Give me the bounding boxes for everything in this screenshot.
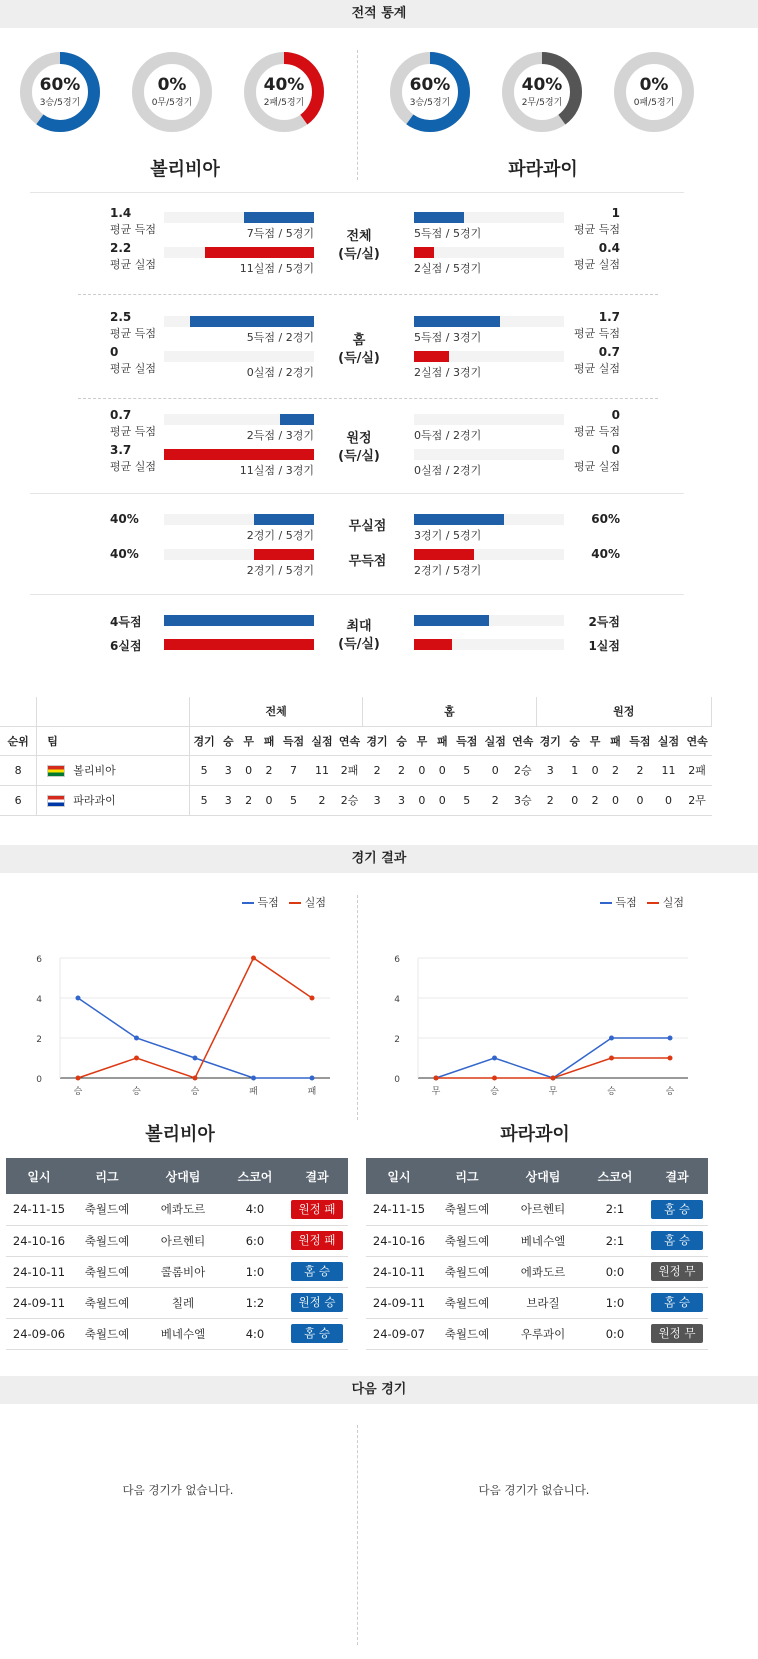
legend-home: 득점 실점 <box>242 894 326 910</box>
ranking-col-header: 승 <box>218 726 238 755</box>
ranking-col-header: 경기 <box>363 726 392 755</box>
results-cell: 에콰도르 <box>502 1256 584 1287</box>
y-tick-label: 0 <box>394 1075 400 1085</box>
ranking-team: 볼리비아 <box>37 755 190 785</box>
away-stat-bar <box>414 351 449 362</box>
results-row <box>6 1318 348 1349</box>
series-0-point <box>668 1036 673 1041</box>
ranking-col-header: 경기 <box>190 726 219 755</box>
series-1-point <box>434 1076 439 1081</box>
donut-percent: 60% <box>39 75 81 95</box>
results-row <box>366 1287 708 1318</box>
ranking-group-header: 홈 <box>363 697 536 726</box>
away-line-chart <box>378 940 698 1100</box>
ranking-col-header: 연속 <box>336 726 363 755</box>
away-team-name: 파라과이 <box>508 159 578 180</box>
home-stat-caption: 5득점 / 2경기 <box>246 331 314 344</box>
x-tick-label: 패 <box>249 1087 258 1097</box>
ranking-col-header: 무 <box>238 726 258 755</box>
ranking-cell: 5 <box>279 785 308 815</box>
ranking-cell: 2 <box>605 755 625 785</box>
series-0-point <box>134 1036 139 1041</box>
ranking-cell: 0 <box>432 785 452 815</box>
away-ratio-value: 40% <box>591 547 620 561</box>
home-stat-value: 0.7 <box>110 408 132 422</box>
home-stat-caption: 11실점 / 5경기 <box>239 262 314 275</box>
results-cell: 0:0 <box>584 1318 646 1349</box>
home-ratio-value: 40% <box>110 512 139 526</box>
home-line-chart <box>20 940 340 1100</box>
home-team-name: 볼리비아 <box>150 159 220 180</box>
result-badge: 홈 승 <box>651 1200 703 1219</box>
away-results-title: 파라과이 <box>500 1124 570 1145</box>
results-cell: 아르헨티 <box>142 1225 224 1256</box>
ranking-col-header: 연속 <box>683 726 712 755</box>
ranking-col-header: 득점 <box>452 726 481 755</box>
bolivia-flag-icon <box>47 765 65 777</box>
x-tick-label: 승 <box>190 1087 200 1097</box>
results-cell: 24-10-11 <box>366 1256 432 1287</box>
ranking-col-header: 실점 <box>481 726 510 755</box>
home-stat-caption: 0실점 / 2경기 <box>246 366 314 379</box>
home-stat-bar <box>244 212 315 223</box>
x-tick-label: 승 <box>665 1087 675 1097</box>
results-row <box>366 1225 708 1256</box>
ranking-cell: 7 <box>279 755 308 785</box>
ranking-cell: 2승 <box>510 755 537 785</box>
results-cell: 아르헨티 <box>502 1194 584 1225</box>
results-cell: 축월드예 <box>72 1318 142 1349</box>
series-1-point <box>310 996 315 1001</box>
home-stat-caption: 11실점 / 3경기 <box>239 464 314 477</box>
series-line-1 <box>436 1058 670 1078</box>
home-max-value: 6실점 <box>110 639 142 653</box>
ranking-cell: 2 <box>626 755 655 785</box>
away-donut-2 <box>612 50 696 134</box>
ranking-cell: 2 <box>259 755 279 785</box>
home-stat-label: 평균 실점 <box>110 460 157 473</box>
ranking-cell: 5 <box>190 755 219 785</box>
home-stat-label: 평균 실점 <box>110 258 157 271</box>
away-ratio-bar <box>414 549 474 560</box>
y-tick-label: 2 <box>36 1035 42 1045</box>
ranking-cell: 3승 <box>510 785 537 815</box>
away-stat-value: 1.7 <box>598 310 620 324</box>
results-cell: 우루과이 <box>502 1318 584 1349</box>
home-stat-value: 0 <box>110 345 119 359</box>
home-stat-bar <box>164 449 314 460</box>
results-cell: 축월드예 <box>432 1225 502 1256</box>
ranking-cell: 0 <box>432 755 452 785</box>
home-ratio-bar <box>254 514 314 525</box>
results-cell: 24-09-11 <box>366 1287 432 1318</box>
y-tick-label: 4 <box>36 995 42 1005</box>
donut-percent: 40% <box>263 75 305 95</box>
results-cell: 베네수엘 <box>502 1225 584 1256</box>
away-no-next-match: 다음 경기가 없습니다. <box>478 1483 590 1497</box>
results-cell: 축월드예 <box>72 1256 142 1287</box>
home-stat-bar <box>280 414 315 425</box>
away-stat-bar <box>414 247 434 258</box>
ratio-label: 무득점 <box>348 554 387 569</box>
x-tick-label: 승 <box>73 1087 83 1097</box>
results-header: 상대팀 <box>142 1158 224 1194</box>
away-stat-caption: 5득점 / 3경기 <box>414 331 482 344</box>
results-cell: 축월드예 <box>72 1194 142 1225</box>
away-stat-value: 0 <box>611 443 620 457</box>
away-donut-0 <box>388 50 472 134</box>
away-donut-1 <box>500 50 584 134</box>
away-stat-caption: 5득점 / 5경기 <box>414 227 482 240</box>
results-cell: 0:0 <box>584 1256 646 1287</box>
series-1-point <box>251 956 256 961</box>
ranking-cell: 0 <box>565 785 585 815</box>
series-1-point <box>134 1056 139 1061</box>
home-stat-caption: 2득점 / 3경기 <box>246 429 314 442</box>
home-donut-1 <box>130 50 214 134</box>
result-badge: 홈 승 <box>651 1231 703 1250</box>
x-tick-label: 무 <box>431 1087 441 1097</box>
away-stat-bar <box>414 316 500 327</box>
home-ratio-caption: 2경기 / 5경기 <box>246 529 314 542</box>
ranking-cell: 11 <box>654 755 683 785</box>
result-badge: 원정 무 <box>651 1324 703 1343</box>
series-1-point <box>609 1056 614 1061</box>
away-stat-label: 평균 득점 <box>573 425 620 438</box>
ranking-col-header: 무 <box>412 726 432 755</box>
home-stat-bar <box>205 247 315 258</box>
away-stat-bar <box>414 212 464 223</box>
home-stat-caption: 7득점 / 5경기 <box>246 227 314 240</box>
results-cell: 4:0 <box>224 1194 286 1225</box>
results-cell: 축월드예 <box>432 1287 502 1318</box>
ranking-col-header: 순위 <box>0 726 37 755</box>
donut-caption: 2무/5경기 <box>521 98 563 108</box>
results-header: 스코어 <box>584 1158 646 1194</box>
legend-away: 득점 실점 <box>600 894 684 910</box>
results-cell: 24-10-11 <box>6 1256 72 1287</box>
results-cell: 칠레 <box>142 1287 224 1318</box>
result-badge: 원정 무 <box>651 1262 703 1281</box>
away-max-value: 1실점 <box>588 639 620 653</box>
results-header: 결과 <box>646 1158 708 1194</box>
home-no-next-match: 다음 경기가 없습니다. <box>122 1483 234 1497</box>
donut-caption: 3승/5경기 <box>409 98 451 108</box>
away-stat-label: 평균 실점 <box>573 362 620 375</box>
result-badge: 원정 패 <box>291 1200 343 1219</box>
results-cell: 브라질 <box>502 1287 584 1318</box>
results-cell: 에콰도르 <box>142 1194 224 1225</box>
result-badge: 홈 승 <box>651 1293 703 1312</box>
ranking-cell: 0 <box>481 755 510 785</box>
away-results-table <box>366 1158 708 1350</box>
ranking-col-header: 득점 <box>626 726 655 755</box>
donut-percent: 0% <box>157 75 187 95</box>
donut-caption: 0패/5경기 <box>633 98 675 108</box>
results-cell: 축월드예 <box>432 1318 502 1349</box>
results-cell: 콜롬비아 <box>142 1256 224 1287</box>
results-header: 결과 <box>286 1158 348 1194</box>
home-results-title: 볼리비아 <box>145 1124 215 1145</box>
results-cell: 축월드예 <box>432 1256 502 1287</box>
result-badge: 원정 승 <box>291 1293 343 1312</box>
ranking-col-header: 패 <box>605 726 625 755</box>
home-results-table <box>6 1158 348 1350</box>
series-1-point <box>668 1056 673 1061</box>
away-stat-caption: 0실점 / 2경기 <box>414 464 482 477</box>
home-stat-value: 2.2 <box>110 241 132 255</box>
series-0-point <box>310 1076 315 1081</box>
ranking-team: 파라과이 <box>37 785 190 815</box>
ranking-col-header: 팀 <box>37 726 190 755</box>
ranking-cell: 3 <box>218 785 238 815</box>
results-header: 일시 <box>6 1158 72 1194</box>
home-stat-value: 3.7 <box>110 443 132 457</box>
ranking-cell: 5 <box>452 755 481 785</box>
results-row <box>366 1194 708 1225</box>
away-max-value: 2득점 <box>588 615 620 629</box>
away-stat-label: 평균 득점 <box>573 327 620 340</box>
series-0-point <box>76 996 81 1001</box>
ranking-cell: 2 <box>238 785 258 815</box>
series-1-point <box>492 1076 497 1081</box>
results-cell: 축월드예 <box>72 1225 142 1256</box>
ranking-col-header: 무 <box>585 726 605 755</box>
ranking-cell: 2 <box>481 785 510 815</box>
results-header: 스코어 <box>224 1158 286 1194</box>
ranking-cell: 0 <box>605 785 625 815</box>
home-donut-2 <box>242 50 326 134</box>
x-tick-label: 패 <box>307 1087 317 1097</box>
donut-percent: 60% <box>409 75 451 95</box>
away-stat-label: 평균 실점 <box>573 258 620 271</box>
ranking-cell: 2패 <box>683 755 712 785</box>
results-header: 리그 <box>72 1158 142 1194</box>
stat-label: 원정 (득/실) <box>338 431 380 464</box>
results-row <box>6 1287 348 1318</box>
results-header: 일시 <box>366 1158 432 1194</box>
ranking-rank: 6 <box>0 785 37 815</box>
away-ratio-caption: 2경기 / 5경기 <box>414 564 482 577</box>
away-stat-value: 0 <box>611 408 620 422</box>
ranking-cell: 0 <box>238 755 258 785</box>
away-stat-value: 1 <box>611 206 620 220</box>
results-cell: 6:0 <box>224 1225 286 1256</box>
results-cell: 24-09-11 <box>6 1287 72 1318</box>
next-section-title: 다음 경기 <box>0 1376 758 1404</box>
y-tick-label: 4 <box>394 995 400 1005</box>
y-tick-label: 6 <box>394 955 400 965</box>
paraguay-flag-icon <box>47 795 65 807</box>
results-cell: 24-10-16 <box>6 1225 72 1256</box>
ranking-cell: 0 <box>654 785 683 815</box>
donut-caption: 3승/5경기 <box>39 98 81 108</box>
y-tick-label: 6 <box>36 955 42 965</box>
home-stat-label: 평균 득점 <box>110 327 157 340</box>
home-stat-label: 평균 실점 <box>110 362 157 375</box>
away-stat-value: 0.7 <box>598 345 620 359</box>
results-row <box>6 1194 348 1225</box>
home-stat-value: 1.4 <box>110 206 132 220</box>
ranking-cell: 0 <box>585 755 605 785</box>
away-ratio-caption: 3경기 / 5경기 <box>414 529 482 542</box>
ranking-group-header: 원정 <box>536 697 711 726</box>
away-stat-caption: 2실점 / 3경기 <box>414 366 482 379</box>
home-ratio-value: 40% <box>110 547 139 561</box>
results-cell: 24-11-15 <box>6 1194 72 1225</box>
results-row <box>366 1318 708 1349</box>
ranking-group-header: 전체 <box>190 697 363 726</box>
away-ratio-bar <box>414 514 504 525</box>
ranking-col-header: 승 <box>565 726 585 755</box>
ranking-cell: 5 <box>190 785 219 815</box>
home-stat-label: 평균 득점 <box>110 223 157 236</box>
ranking-cell: 2 <box>363 755 392 785</box>
results-cell: 24-09-06 <box>6 1318 72 1349</box>
ranking-cell: 2 <box>391 755 411 785</box>
x-tick-label: 승 <box>132 1087 141 1097</box>
series-0-point <box>609 1036 614 1041</box>
series-1-point <box>551 1076 556 1081</box>
series-0-point <box>492 1056 497 1061</box>
ranking-col-header: 승 <box>391 726 411 755</box>
ranking-col-header: 실점 <box>654 726 683 755</box>
away-stat-value: 0.4 <box>598 241 620 255</box>
ranking-cell: 2 <box>536 785 565 815</box>
stat-label: 전체 (득/실) <box>338 229 380 262</box>
result-badge: 홈 승 <box>291 1324 343 1343</box>
ranking-cell: 2 <box>308 785 337 815</box>
results-section-title: 경기 결과 <box>0 845 758 873</box>
ranking-cell: 0 <box>626 785 655 815</box>
results-cell: 24-10-16 <box>366 1225 432 1256</box>
home-max-value: 4득점 <box>110 615 142 629</box>
x-tick-label: 승 <box>490 1087 499 1097</box>
results-cell: 2:1 <box>584 1225 646 1256</box>
away-max-bar <box>414 639 452 650</box>
ratio-label: 무실점 <box>348 519 387 534</box>
results-header: 상대팀 <box>502 1158 584 1194</box>
results-cell: 1:0 <box>584 1287 646 1318</box>
ranking-cell: 0 <box>412 785 432 815</box>
results-cell: 24-09-07 <box>366 1318 432 1349</box>
away-stat-caption: 2실점 / 5경기 <box>414 262 482 275</box>
ranking-cell: 3 <box>363 785 392 815</box>
home-ratio-caption: 2경기 / 5경기 <box>246 564 314 577</box>
away-stat-label: 평균 실점 <box>573 460 620 473</box>
ranking-row <box>0 755 712 785</box>
series-0-point <box>251 1076 256 1081</box>
home-max-bar <box>164 639 314 650</box>
results-row <box>6 1225 348 1256</box>
results-cell: 2:1 <box>584 1194 646 1225</box>
away-stat-label: 평균 득점 <box>573 223 620 236</box>
results-cell: 축월드예 <box>72 1287 142 1318</box>
away-ratio-value: 60% <box>591 512 620 526</box>
donut-percent: 40% <box>521 75 563 95</box>
y-tick-label: 0 <box>36 1075 42 1085</box>
ranking-col-header: 득점 <box>279 726 308 755</box>
series-0-point <box>193 1056 198 1061</box>
home-stat-value: 2.5 <box>110 310 132 324</box>
ranking-table <box>0 697 712 816</box>
ranking-col-header: 패 <box>259 726 279 755</box>
stats-section-title: 전적 통계 <box>0 0 758 28</box>
home-ratio-bar <box>254 549 314 560</box>
home-stat-bar <box>190 316 315 327</box>
results-cell: 1:2 <box>224 1287 286 1318</box>
ranking-col-header: 실점 <box>308 726 337 755</box>
donut-percent: 0% <box>639 75 669 95</box>
x-tick-label: 무 <box>548 1087 558 1097</box>
ranking-row <box>0 785 712 815</box>
home-max-bar <box>164 615 314 626</box>
ranking-cell: 0 <box>412 755 432 785</box>
result-badge: 홈 승 <box>291 1262 343 1281</box>
series-1-point <box>193 1076 198 1081</box>
ranking-col-header: 경기 <box>536 726 565 755</box>
results-cell: 24-11-15 <box>366 1194 432 1225</box>
ranking-cell: 2무 <box>683 785 712 815</box>
ranking-cell: 3 <box>218 755 238 785</box>
home-donut-0 <box>18 50 102 134</box>
away-max-bar <box>414 615 489 626</box>
ranking-cell: 2 <box>585 785 605 815</box>
donut-caption: 2패/5경기 <box>263 98 305 108</box>
ranking-cell: 11 <box>308 755 337 785</box>
results-header: 리그 <box>432 1158 502 1194</box>
ranking-col-header: 패 <box>432 726 452 755</box>
ranking-cell: 0 <box>259 785 279 815</box>
series-1-point <box>76 1076 81 1081</box>
results-cell: 축월드예 <box>432 1194 502 1225</box>
ranking-cell: 2패 <box>336 755 363 785</box>
ranking-cell: 1 <box>565 755 585 785</box>
ranking-col-header: 연속 <box>510 726 537 755</box>
ranking-cell: 2승 <box>336 785 363 815</box>
home-stat-label: 평균 득점 <box>110 425 157 438</box>
away-stat-caption: 0득점 / 2경기 <box>414 429 482 442</box>
ranking-cell: 3 <box>391 785 411 815</box>
ranking-rank: 8 <box>0 755 37 785</box>
stat-label: 홈 (득/실) <box>338 333 380 366</box>
ranking-cell: 5 <box>452 785 481 815</box>
x-tick-label: 승 <box>607 1087 616 1097</box>
results-cell: 1:0 <box>224 1256 286 1287</box>
results-row <box>6 1256 348 1287</box>
results-cell: 4:0 <box>224 1318 286 1349</box>
y-tick-label: 2 <box>394 1035 400 1045</box>
result-badge: 원정 패 <box>291 1231 343 1250</box>
max-label: 최대 (득/실) <box>338 619 380 652</box>
ranking-cell: 3 <box>536 755 565 785</box>
results-row <box>366 1256 708 1287</box>
results-cell: 베네수엘 <box>142 1318 224 1349</box>
donut-caption: 0무/5경기 <box>151 98 193 108</box>
